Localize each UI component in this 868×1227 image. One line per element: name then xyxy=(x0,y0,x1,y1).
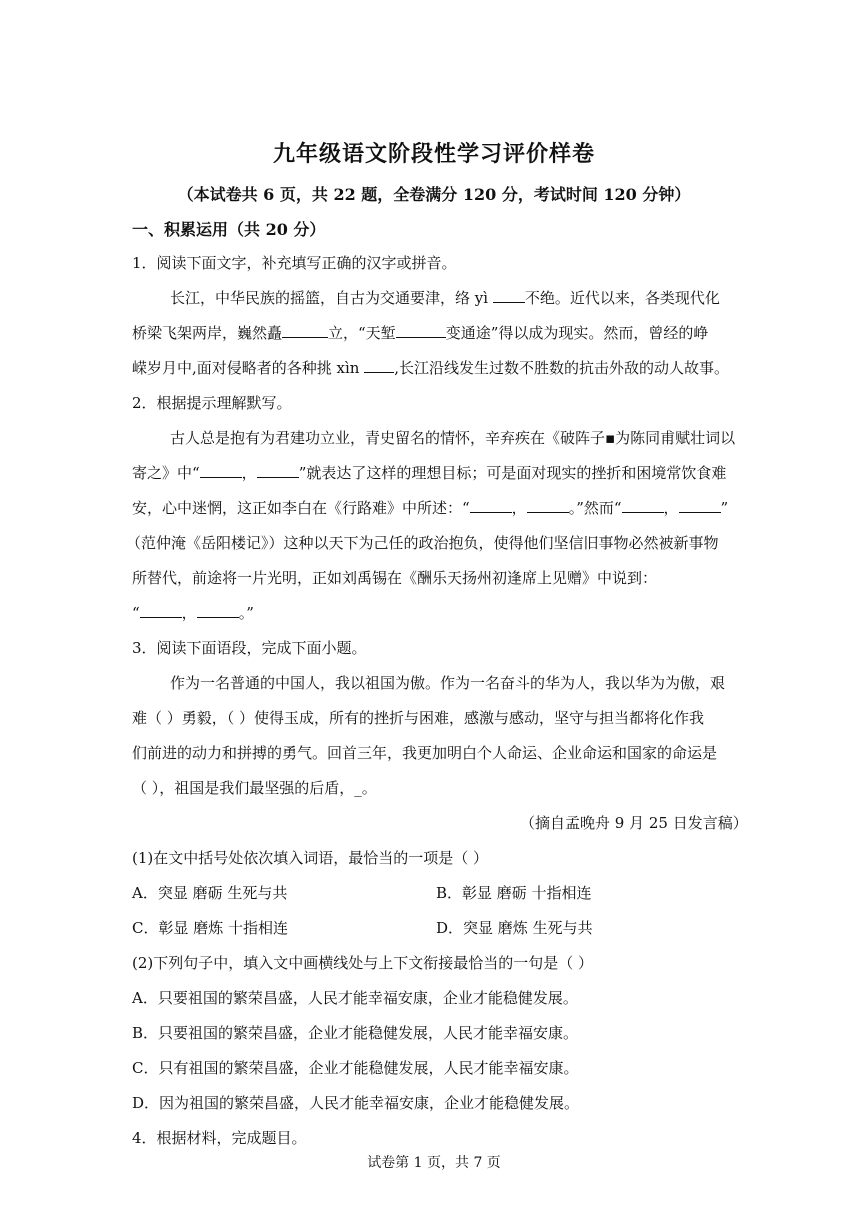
q3-sub2-option-d[interactable]: D．因为祖国的繁荣昌盛，人民才能幸福安康，企业才能稳健发展。 xyxy=(132,1094,580,1112)
answer-blank xyxy=(140,616,182,618)
q3-prompt: 3．阅读下面语段，完成下面小题。 xyxy=(132,639,367,657)
q3-sub1-option-d[interactable]: D．突显 磨炼 生死与共 xyxy=(436,919,593,937)
answer-blank xyxy=(200,476,242,478)
q2-line-4: （范仲淹《岳阳楼记》）这种以天下为己任的政治抱负，使得他们坚信旧事物必然被新事物 xyxy=(126,534,719,552)
q2-text: 寄之》中“ xyxy=(132,464,200,482)
exam-subtitle: （本试卷共 6 页，共 22 题，全卷满分 120 分，考试时间 120 分钟） xyxy=(177,185,691,204)
q1-text: 桥梁飞架两岸，巍然矗 xyxy=(132,324,283,342)
q2-line-6 xyxy=(132,602,254,623)
q2-line-5: 所替代，前途将一片光明，正如刘禹锡在《酬乐天扬州初逢席上见赠》中说到： xyxy=(132,569,658,587)
q3-source: （摘自孟晚舟 9 月 25 日发言稿） xyxy=(520,814,748,832)
q1-line-3 xyxy=(132,357,729,378)
q2-text: ”就表达了这样的理想目标；可是面对现实的挫折和困境常饮食难 xyxy=(298,464,727,482)
exam-title: 九年级语文阶段性学习评价样卷 xyxy=(272,141,595,167)
q2-text: ， xyxy=(663,499,679,517)
q3-line-2: 难（ ）勇毅，（ ）使得玉成，所有的挫折与困难，感激与感动，坚守与担当都将化作我 xyxy=(132,709,705,727)
answer-blank xyxy=(364,371,394,373)
q2-line-1: 古人总是抱有为君建功立业，青史留名的情怀，辛弃疾在《破阵子▪为陈同甫赋壮词以 xyxy=(170,429,736,447)
answer-blank xyxy=(197,616,239,618)
q3-sub2-prompt: (2)下列句子中，填入文中画横线处与上下文衔接最恰当的一句是（ ） xyxy=(132,954,594,972)
q2-line-3 xyxy=(132,497,728,518)
q3-sub2-option-c[interactable]: C．只有祖国的繁荣昌盛，企业才能稳健发展，人民才能幸福安康。 xyxy=(132,1059,579,1077)
q3-line-4: （ ），祖国是我们最坚强的后盾，_。 xyxy=(132,779,377,797)
answer-blank xyxy=(527,511,569,513)
q2-text: ， xyxy=(181,604,197,622)
q1-line-2 xyxy=(132,322,708,343)
q2-text: 。”然而“ xyxy=(568,499,622,517)
q3-sub2-option-a[interactable]: A．只要祖国的繁荣昌盛，人民才能幸福安康，企业才能稳健发展。 xyxy=(132,989,578,1007)
answer-blank xyxy=(470,511,512,513)
answer-blank xyxy=(282,336,328,338)
q1-prompt: 1．阅读下面文字，补充填写正确的汉字或拼音。 xyxy=(132,254,457,272)
q1-line-1 xyxy=(170,287,720,308)
q2-text: “ xyxy=(132,604,140,622)
q3-line-1: 作为一名普通的中国人，我以祖国为傲。作为一名奋斗的华为人，我以华为为傲，艰 xyxy=(170,674,726,692)
q1-text: 立，“天堑 xyxy=(328,324,396,342)
answer-blank xyxy=(679,511,721,513)
q2-text: ， xyxy=(511,499,527,517)
q3-sub1-option-c[interactable]: C．彰显 磨炼 十指相连 xyxy=(132,919,289,937)
q1-text: 嵘岁月中,面对侵略者的各种挑 xìn xyxy=(132,359,360,377)
answer-blank xyxy=(622,511,664,513)
q1-text: ,长江沿线发生过数不胜数的抗击外敌的动人故事。 xyxy=(394,359,730,377)
q1-text: 变通途”得以成为现实。然而，曾经的峥 xyxy=(445,324,709,342)
q2-text: ， xyxy=(241,464,257,482)
page-footer: 试卷第 1 页，共 7 页 xyxy=(367,1155,501,1171)
q1-text: 不绝。近代以来，各类现代化 xyxy=(524,289,720,307)
q2-text: ” xyxy=(720,499,729,517)
q2-prompt: 2．根据提示理解默写。 xyxy=(132,394,292,412)
q2-text: 安，心中迷惘，这正如李白在《行路难》中所述：“ xyxy=(132,499,470,517)
q3-sub1-option-a[interactable]: A．突显 磨砺 生死与共 xyxy=(132,884,288,902)
section-heading: 一、积累运用（共 20 分） xyxy=(132,220,326,239)
answer-blank xyxy=(396,336,446,338)
q3-sub2-option-b[interactable]: B．只要祖国的繁荣昌盛，企业才能稳健发展，人民才能幸福安康。 xyxy=(132,1024,579,1042)
q3-sub1-option-b[interactable]: B．彰显 磨砺 十指相连 xyxy=(436,884,592,902)
q3-line-3: 们前进的动力和拼搏的勇气。回首三年，我更加明白个人命运、企业命运和国家的命运是 xyxy=(132,744,718,762)
q2-line-2 xyxy=(132,462,726,483)
q1-text: 长江，中华民族的摇篮，自古为交通要津，络 yì xyxy=(170,289,489,307)
q3-sub1-prompt: (1)在文中括号处依次填入词语，最恰当的一项是（ ） xyxy=(132,849,489,867)
q4-prompt: 4．根据材料，完成题目。 xyxy=(132,1129,307,1147)
answer-blank xyxy=(493,301,525,303)
q2-text: 。” xyxy=(238,604,254,622)
answer-blank xyxy=(257,476,299,478)
